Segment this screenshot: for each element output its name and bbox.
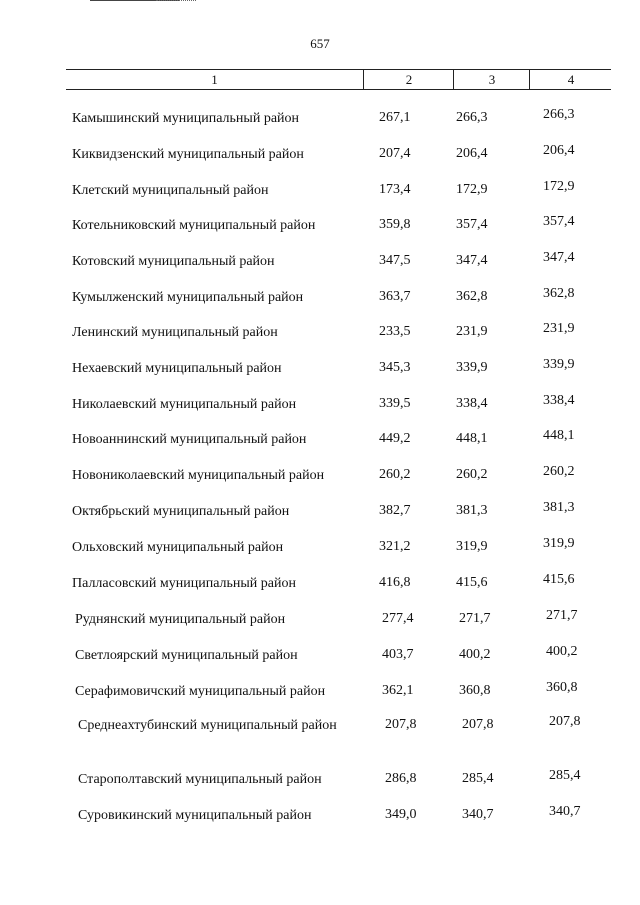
value-col-4: 271,7 xyxy=(546,608,578,623)
value-col-2: 359,8 xyxy=(379,217,411,232)
value-col-4: 207,8 xyxy=(549,714,581,729)
value-col-2: 321,2 xyxy=(379,539,411,554)
value-col-2: 207,4 xyxy=(379,146,411,161)
district-name: Клетский муниципальный район xyxy=(72,183,269,198)
value-col-2: 416,8 xyxy=(379,575,411,590)
value-col-3: 381,3 xyxy=(456,503,488,518)
header-col-4: 4 xyxy=(529,70,612,89)
value-col-4: 260,2 xyxy=(543,464,575,479)
value-col-2: 267,1 xyxy=(379,110,411,125)
district-name: Ольховский муниципальный район xyxy=(72,540,284,555)
top-dotted-line xyxy=(156,0,196,1)
value-col-3: 266,3 xyxy=(456,110,488,125)
value-col-3: 362,8 xyxy=(456,289,488,304)
header-col-2: 2 xyxy=(363,70,454,89)
value-col-4: 266,3 xyxy=(543,107,575,122)
district-name: Новониколаевский муниципальный район xyxy=(72,468,325,483)
value-col-4: 415,6 xyxy=(543,572,575,587)
value-col-2: 277,4 xyxy=(382,611,414,626)
value-col-4: 338,4 xyxy=(543,393,575,408)
district-name: Котовский муниципальный район xyxy=(72,254,275,269)
value-col-2: 362,1 xyxy=(382,683,414,698)
value-col-4: 360,8 xyxy=(546,680,578,695)
district-name: Николаевский муниципальный район xyxy=(72,397,297,412)
value-col-3: 347,4 xyxy=(456,253,488,268)
district-name: Палласовский муниципальный район xyxy=(72,576,296,591)
district-name: Старополтавский муниципальный район xyxy=(78,772,322,787)
value-col-4: 448,1 xyxy=(543,428,575,443)
value-col-3: 260,2 xyxy=(456,467,488,482)
district-name: Среднеахтубинский муниципальный район xyxy=(78,718,337,733)
value-col-2: 286,8 xyxy=(385,771,417,786)
district-name: Камышинский муниципальный район xyxy=(72,111,300,126)
value-col-3: 339,9 xyxy=(456,360,488,375)
district-name: Кумылженский муниципальный район xyxy=(72,290,304,305)
value-col-4: 381,3 xyxy=(543,500,575,515)
district-name: Руднянский муниципальный район xyxy=(75,612,286,627)
value-col-3: 400,2 xyxy=(459,647,491,662)
value-col-2: 207,8 xyxy=(385,717,417,732)
value-col-3: 271,7 xyxy=(459,611,491,626)
district-name: Серафимовичский муниципальный район xyxy=(75,684,326,699)
value-col-3: 285,4 xyxy=(462,771,494,786)
value-col-4: 172,9 xyxy=(543,179,575,194)
value-col-2: 349,0 xyxy=(385,807,417,822)
value-col-2: 449,2 xyxy=(379,431,411,446)
value-col-2: 382,7 xyxy=(379,503,411,518)
value-col-4: 206,4 xyxy=(543,143,575,158)
value-col-4: 319,9 xyxy=(543,536,575,551)
value-col-3: 340,7 xyxy=(462,807,494,822)
value-col-2: 260,2 xyxy=(379,467,411,482)
value-col-4: 362,8 xyxy=(543,286,575,301)
value-col-2: 339,5 xyxy=(379,396,411,411)
value-col-4: 357,4 xyxy=(543,214,575,229)
district-name: Котельниковский муниципальный район xyxy=(72,218,316,233)
value-col-4: 400,2 xyxy=(546,644,578,659)
value-col-3: 338,4 xyxy=(456,396,488,411)
district-name: Октябрьский муниципальный район xyxy=(72,504,290,519)
value-col-2: 345,3 xyxy=(379,360,411,375)
value-col-2: 347,5 xyxy=(379,253,411,268)
value-col-3: 206,4 xyxy=(456,146,488,161)
district-name: Киквидзенский муниципальный район xyxy=(72,147,304,162)
value-col-3: 415,6 xyxy=(456,575,488,590)
value-col-4: 231,9 xyxy=(543,321,575,336)
district-name: Новоаннинский муниципальный район xyxy=(72,432,307,447)
value-col-3: 319,9 xyxy=(456,539,488,554)
value-col-2: 173,4 xyxy=(379,182,411,197)
value-col-4: 340,7 xyxy=(549,804,581,819)
value-col-3: 207,8 xyxy=(462,717,494,732)
value-col-4: 285,4 xyxy=(549,768,581,783)
value-col-2: 403,7 xyxy=(382,647,414,662)
value-col-3: 360,8 xyxy=(459,683,491,698)
value-col-4: 347,4 xyxy=(543,250,575,265)
value-col-2: 363,7 xyxy=(379,289,411,304)
district-name: Светлоярский муниципальный район xyxy=(75,648,298,663)
value-col-3: 172,9 xyxy=(456,182,488,197)
header-col-3: 3 xyxy=(453,70,530,89)
value-col-3: 357,4 xyxy=(456,217,488,232)
table-header xyxy=(66,69,611,90)
page-number: 657 xyxy=(310,36,330,51)
district-name: Нехаевский муниципальный район xyxy=(72,361,282,376)
value-col-2: 233,5 xyxy=(379,324,411,339)
value-col-3: 448,1 xyxy=(456,431,488,446)
header-col-1: 1 xyxy=(211,72,218,87)
district-name: Ленинский муниципальный район xyxy=(72,325,278,340)
value-col-4: 339,9 xyxy=(543,357,575,372)
district-name: Суровикинский муниципальный район xyxy=(78,808,312,823)
value-col-3: 231,9 xyxy=(456,324,488,339)
